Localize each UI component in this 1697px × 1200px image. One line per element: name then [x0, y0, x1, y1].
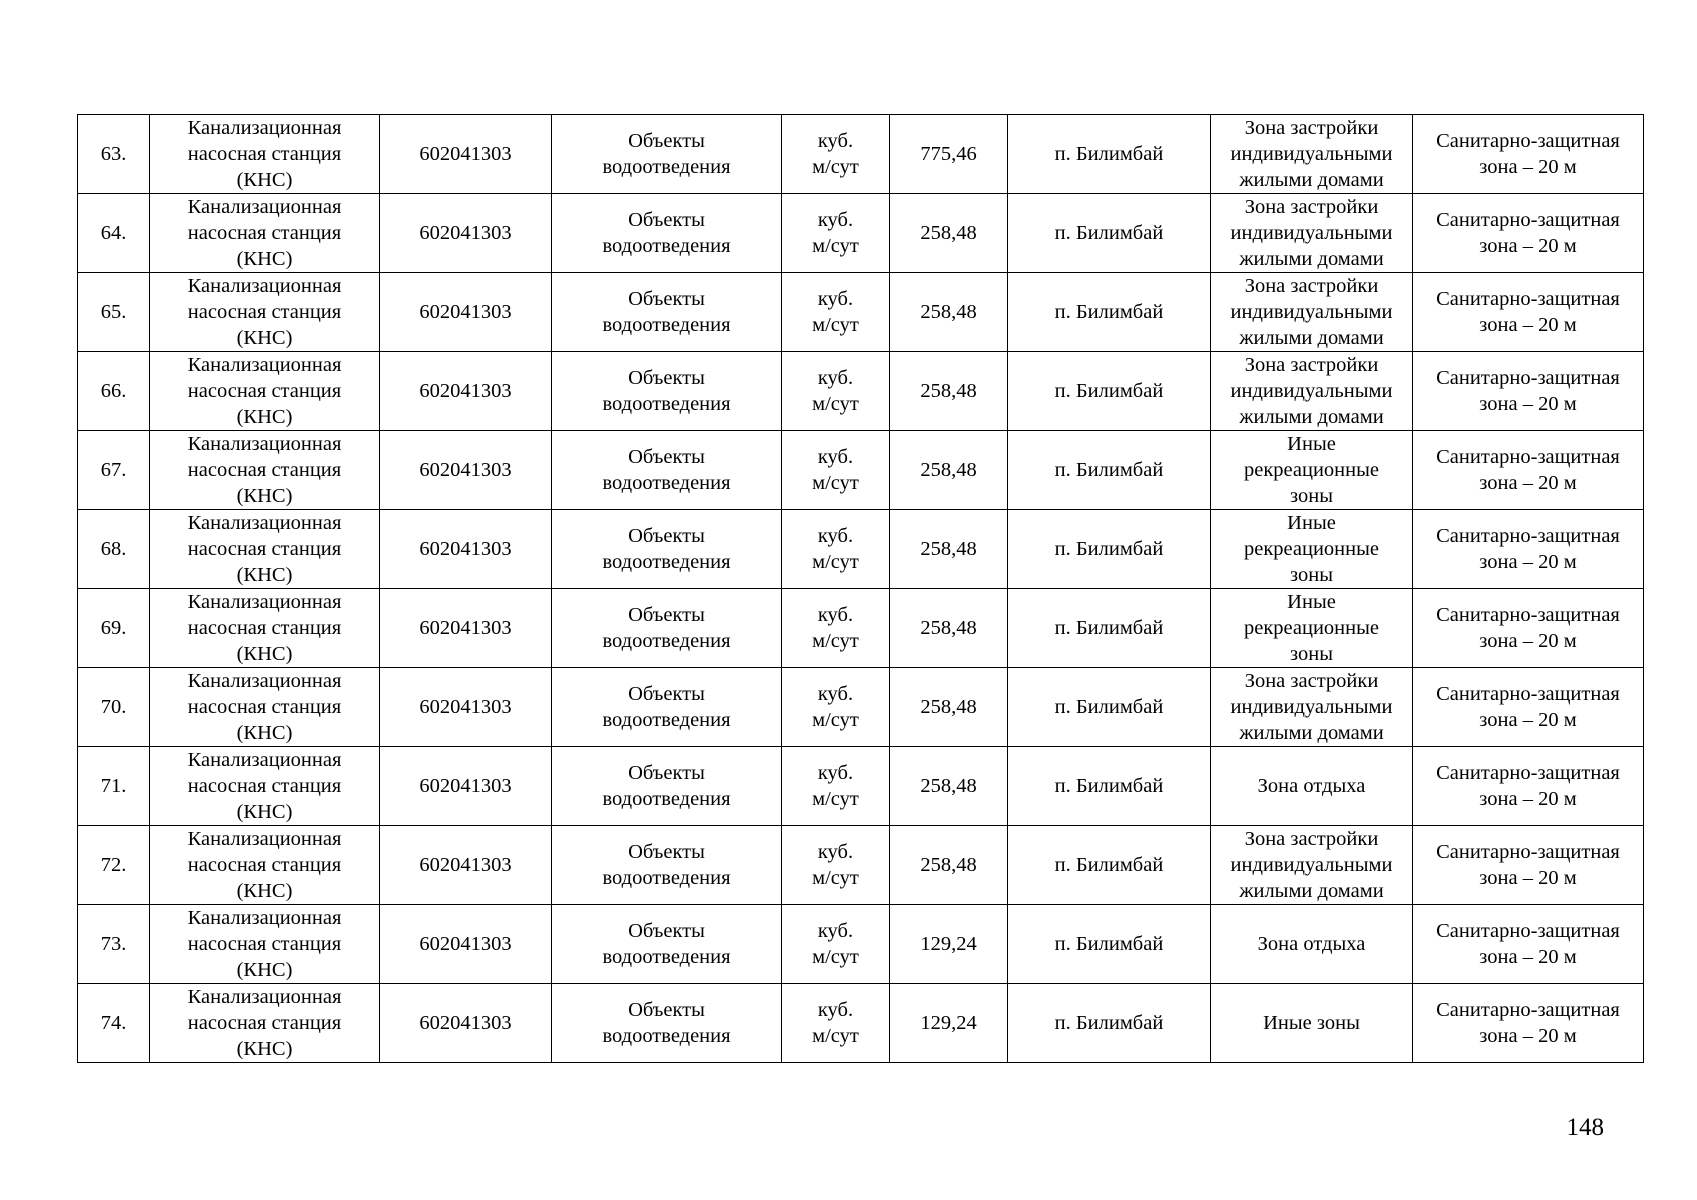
unit-cell: куб. м/сут — [782, 352, 890, 431]
capacity-cell: 129,24 — [890, 984, 1008, 1063]
facility-type-cell: Объекты водоотведения — [552, 826, 782, 905]
unit-cell: куб. м/сут — [782, 194, 890, 273]
restriction-cell: Санитарно-защитная зона – 20 м — [1413, 510, 1644, 589]
locality-cell: п. Билимбай — [1008, 747, 1211, 826]
restriction-cell: Санитарно-защитная зона – 20 м — [1413, 352, 1644, 431]
capacity-cell: 258,48 — [890, 510, 1008, 589]
capacity-cell: 258,48 — [890, 589, 1008, 668]
locality-cell: п. Билимбай — [1008, 668, 1211, 747]
restriction-cell: Санитарно-защитная зона – 20 м — [1413, 115, 1644, 194]
table-body — [78, 115, 1644, 1063]
table-row — [78, 194, 1644, 273]
zone-cell: Иные зоны — [1211, 984, 1413, 1063]
capacity-cell: 258,48 — [890, 431, 1008, 510]
unit-cell: куб. м/сут — [782, 510, 890, 589]
facility-type-cell: Объекты водоотведения — [552, 194, 782, 273]
capacity-cell: 258,48 — [890, 352, 1008, 431]
zone-cell: Зона отдыха — [1211, 747, 1413, 826]
row-number-cell: 64. — [78, 194, 150, 273]
restriction-cell: Санитарно-защитная зона – 20 м — [1413, 589, 1644, 668]
locality-cell: п. Билимбай — [1008, 589, 1211, 668]
locality-cell: п. Билимбай — [1008, 826, 1211, 905]
zone-cell: Иные рекреационные зоны — [1211, 431, 1413, 510]
restriction-cell: Санитарно-защитная зона – 20 м — [1413, 747, 1644, 826]
table-row — [78, 747, 1644, 826]
restriction-cell: Санитарно-защитная зона – 20 м — [1413, 668, 1644, 747]
table-row — [78, 115, 1644, 194]
code-cell: 602041303 — [380, 194, 552, 273]
facilities-table — [77, 114, 1644, 1063]
code-cell: 602041303 — [380, 668, 552, 747]
zone-cell: Зона застройки индивидуальными жилыми домами — [1211, 826, 1413, 905]
restriction-cell: Санитарно-защитная зона – 20 м — [1413, 431, 1644, 510]
unit-cell: куб. м/сут — [782, 115, 890, 194]
code-cell: 602041303 — [380, 905, 552, 984]
row-number-cell: 63. — [78, 115, 150, 194]
zone-cell: Зона застройки индивидуальными жилыми домами — [1211, 273, 1413, 352]
facility-name-cell: Канализационная насосная станция (КНС) — [150, 273, 380, 352]
code-cell: 602041303 — [380, 984, 552, 1063]
facility-name-cell: Канализационная насосная станция (КНС) — [150, 984, 380, 1063]
table-row — [78, 352, 1644, 431]
row-number-cell: 65. — [78, 273, 150, 352]
restriction-cell: Санитарно-защитная зона – 20 м — [1413, 826, 1644, 905]
table-row — [78, 826, 1644, 905]
code-cell: 602041303 — [380, 273, 552, 352]
table-row — [78, 273, 1644, 352]
unit-cell: куб. м/сут — [782, 984, 890, 1063]
zone-cell: Зона застройки индивидуальными жилыми домами — [1211, 352, 1413, 431]
capacity-cell: 258,48 — [890, 194, 1008, 273]
facility-type-cell: Объекты водоотведения — [552, 905, 782, 984]
code-cell: 602041303 — [380, 510, 552, 589]
table-row — [78, 510, 1644, 589]
zone-cell: Зона отдыха — [1211, 905, 1413, 984]
facility-name-cell: Канализационная насосная станция (КНС) — [150, 747, 380, 826]
facility-name-cell: Канализационная насосная станция (КНС) — [150, 510, 380, 589]
facility-type-cell: Объекты водоотведения — [552, 431, 782, 510]
unit-cell: куб. м/сут — [782, 826, 890, 905]
facility-type-cell: Объекты водоотведения — [552, 115, 782, 194]
row-number-cell: 72. — [78, 826, 150, 905]
capacity-cell: 258,48 — [890, 668, 1008, 747]
locality-cell: п. Билимбай — [1008, 984, 1211, 1063]
zone-cell: Зона застройки индивидуальными жилыми домами — [1211, 668, 1413, 747]
facility-name-cell: Канализационная насосная станция (КНС) — [150, 431, 380, 510]
zone-cell: Иные рекреационные зоны — [1211, 510, 1413, 589]
zone-cell: Зона застройки индивидуальными жилыми домами — [1211, 115, 1413, 194]
facility-type-cell: Объекты водоотведения — [552, 352, 782, 431]
facility-type-cell: Объекты водоотведения — [552, 273, 782, 352]
capacity-cell: 258,48 — [890, 826, 1008, 905]
restriction-cell: Санитарно-защитная зона – 20 м — [1413, 194, 1644, 273]
table-row — [78, 431, 1644, 510]
locality-cell: п. Билимбай — [1008, 905, 1211, 984]
facility-type-cell: Объекты водоотведения — [552, 589, 782, 668]
row-number-cell: 73. — [78, 905, 150, 984]
row-number-cell: 70. — [78, 668, 150, 747]
row-number-cell: 68. — [78, 510, 150, 589]
facility-type-cell: Объекты водоотведения — [552, 510, 782, 589]
locality-cell: п. Билимбай — [1008, 431, 1211, 510]
facility-name-cell: Канализационная насосная станция (КНС) — [150, 668, 380, 747]
facility-name-cell: Канализационная насосная станция (КНС) — [150, 115, 380, 194]
code-cell: 602041303 — [380, 352, 552, 431]
locality-cell: п. Билимбай — [1008, 273, 1211, 352]
capacity-cell: 775,46 — [890, 115, 1008, 194]
code-cell: 602041303 — [380, 589, 552, 668]
zone-cell: Иные рекреационные зоны — [1211, 589, 1413, 668]
unit-cell: куб. м/сут — [782, 905, 890, 984]
table-row — [78, 668, 1644, 747]
facility-name-cell: Канализационная насосная станция (КНС) — [150, 194, 380, 273]
capacity-cell: 129,24 — [890, 905, 1008, 984]
capacity-cell: 258,48 — [890, 273, 1008, 352]
unit-cell: куб. м/сут — [782, 431, 890, 510]
unit-cell: куб. м/сут — [782, 589, 890, 668]
row-number-cell: 66. — [78, 352, 150, 431]
unit-cell: куб. м/сут — [782, 668, 890, 747]
locality-cell: п. Билимбай — [1008, 115, 1211, 194]
restriction-cell: Санитарно-защитная зона – 20 м — [1413, 905, 1644, 984]
facility-name-cell: Канализационная насосная станция (КНС) — [150, 826, 380, 905]
row-number-cell: 67. — [78, 431, 150, 510]
code-cell: 602041303 — [380, 747, 552, 826]
row-number-cell: 74. — [78, 984, 150, 1063]
zone-cell: Зона застройки индивидуальными жилыми домами — [1211, 194, 1413, 273]
unit-cell: куб. м/сут — [782, 273, 890, 352]
unit-cell: куб. м/сут — [782, 747, 890, 826]
page-number: 148 — [1566, 1114, 1604, 1141]
code-cell: 602041303 — [380, 431, 552, 510]
facility-type-cell: Объекты водоотведения — [552, 747, 782, 826]
capacity-cell: 258,48 — [890, 747, 1008, 826]
facility-name-cell: Канализационная насосная станция (КНС) — [150, 905, 380, 984]
locality-cell: п. Билимбай — [1008, 510, 1211, 589]
table-row — [78, 905, 1644, 984]
facility-name-cell: Канализационная насосная станция (КНС) — [150, 352, 380, 431]
locality-cell: п. Билимбай — [1008, 352, 1211, 431]
facility-type-cell: Объекты водоотведения — [552, 984, 782, 1063]
facility-name-cell: Канализационная насосная станция (КНС) — [150, 589, 380, 668]
table-row — [78, 984, 1644, 1063]
code-cell: 602041303 — [380, 115, 552, 194]
table-row — [78, 589, 1644, 668]
facility-type-cell: Объекты водоотведения — [552, 668, 782, 747]
restriction-cell: Санитарно-защитная зона – 20 м — [1413, 984, 1644, 1063]
restriction-cell: Санитарно-защитная зона – 20 м — [1413, 273, 1644, 352]
row-number-cell: 71. — [78, 747, 150, 826]
locality-cell: п. Билимбай — [1008, 194, 1211, 273]
code-cell: 602041303 — [380, 826, 552, 905]
row-number-cell: 69. — [78, 589, 150, 668]
